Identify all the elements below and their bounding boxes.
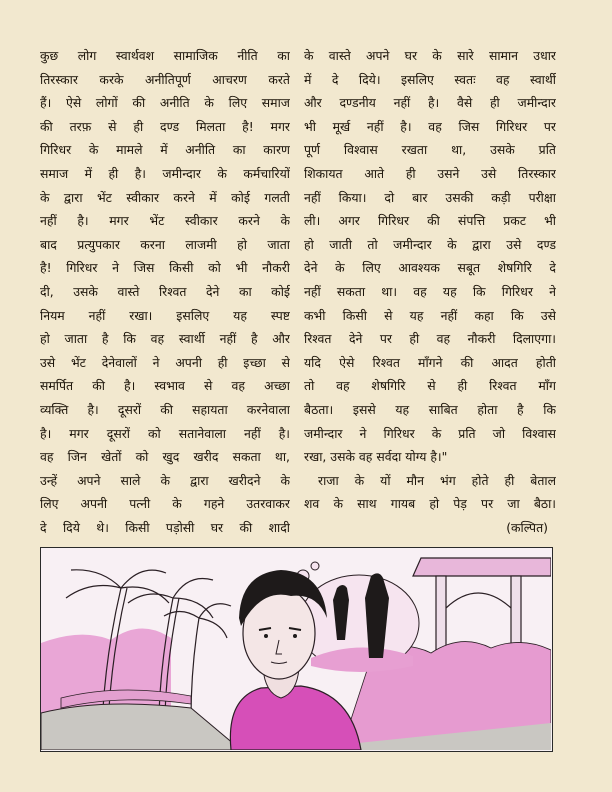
story-line: उसे भेंट देनेवालों ने अपनी ही इच्छा से bbox=[40, 354, 290, 370]
story-line: देने के लिए आवश्यक सबूत शेषगिरि दे bbox=[304, 260, 556, 276]
story-line: तिरस्कार करके अनीतिपूर्ण आचरण करते bbox=[40, 71, 290, 87]
story-line: पूर्ण विश्वास रखता था, उसके प्रति bbox=[304, 142, 556, 158]
story-line: हैं। ऐसे लोगों की अनीति के लिए समाज bbox=[40, 95, 290, 111]
story-line: लिए अपनी पत्नी के गहने उतरवाकर bbox=[40, 496, 290, 512]
story-line: नहीं है। मगर भेंट स्वीकार करने के bbox=[40, 213, 290, 229]
story-line: के वास्ते अपने घर के सारे सामान उधार bbox=[304, 48, 556, 63]
story-line: के द्वारा भेंट स्वीकार करने में कोई गलती bbox=[40, 189, 290, 205]
story-line: बाद प्रत्युपकार करना लाजमी हो जाता bbox=[40, 236, 290, 252]
story-line: तो वह शेषगिरि से ही रिश्वत माँग bbox=[304, 378, 556, 394]
story-line: हो जाती तो जमीन्दार के द्वारा उसे दण्ड bbox=[304, 236, 556, 252]
story-line: में दे दिये। इसलिए स्वतः वह स्वार्थी bbox=[304, 71, 556, 87]
story-line: रिश्वत देने पर ही वह नौकरी दिलाएगा। bbox=[304, 331, 556, 347]
story-line: की तरफ़ से ही दण्ड मिलता है! मगर bbox=[40, 118, 290, 134]
right-eye bbox=[293, 634, 297, 638]
story-line: दी, उसके वास्ते रिश्वत देने का कोई bbox=[40, 283, 290, 299]
story-line: समर्पित की है। स्वभाव से वह अच्छा bbox=[40, 378, 290, 394]
story-line: उन्हें अपने साले के द्वारा खरीदने के bbox=[40, 472, 290, 488]
story-line: जमीन्दार ने गिरिधर के प्रति जो विश्वास bbox=[304, 425, 556, 441]
story-line: राजा के यों मौन भंग होते ही बेताल bbox=[318, 472, 556, 488]
story-line: शिकायत आते ही उसने उसे तिरस्कार bbox=[304, 165, 556, 181]
story-line: व्यक्ति है। दूसरों की सहायता करनेवाला bbox=[40, 401, 290, 417]
illustration-artwork bbox=[41, 548, 551, 750]
story-left-column bbox=[40, 44, 290, 539]
story-right-column bbox=[304, 44, 556, 539]
story-line: ली। अगर गिरिधर की संपत्ति प्रकट भी bbox=[304, 213, 556, 229]
story-line: समाज में ही है। जमीन्दार के कर्मचारियों bbox=[40, 165, 290, 181]
story-line: नहीं किया। दो बार उसकी कड़ी परीक्षा bbox=[304, 189, 556, 205]
story-line: यदि ऐसे रिश्वत माँगने की आदत होती bbox=[304, 354, 556, 370]
story-line: कुछ लोग स्वार्थवश सामाजिक नीति का bbox=[40, 48, 290, 63]
story-line: बैठता। इससे यह साबित होता है कि bbox=[304, 401, 556, 417]
story-line: नियम नहीं रखा। इसलिए यह स्पष्ट bbox=[40, 307, 290, 323]
story-line: गिरिधर के मामले में अनीति का कारण bbox=[40, 142, 290, 158]
story-line: और दण्डनीय नहीं है। वैसे ही जमीन्दार bbox=[304, 95, 556, 111]
story-line: है! गिरिधर ने जिस किसी को भी नौकरी bbox=[40, 260, 290, 276]
story-line: नहीं सकता था। वह यह कि गिरिधर ने bbox=[304, 283, 556, 299]
story-illustration bbox=[40, 547, 553, 752]
story-line: वह जिन खेतों को खुद खरीद सकता था, bbox=[40, 449, 290, 465]
story-line: शव के साथ गायब हो पेड़ पर जा बैठा। bbox=[304, 496, 556, 512]
story-line: दे दिये थे। किसी पड़ोसी घर की शादी bbox=[40, 519, 290, 535]
story-line: रखा, उसके वह सर्वदा योग्य है।" bbox=[304, 449, 448, 465]
left-eye bbox=[264, 634, 268, 638]
story-end-credit: (कल्पित) bbox=[506, 519, 548, 535]
story-line: भी मूर्ख नहीं है। वह जिस गिरिधर पर bbox=[304, 118, 556, 134]
story-line: है। मगर दूसरों को सतानेवाला नहीं है। bbox=[40, 425, 290, 441]
story-line: कभी किसी से यह नहीं कहा कि उसे bbox=[304, 307, 556, 323]
story-line: हो जाता है कि वह स्वार्थी नहीं है और bbox=[40, 331, 290, 347]
